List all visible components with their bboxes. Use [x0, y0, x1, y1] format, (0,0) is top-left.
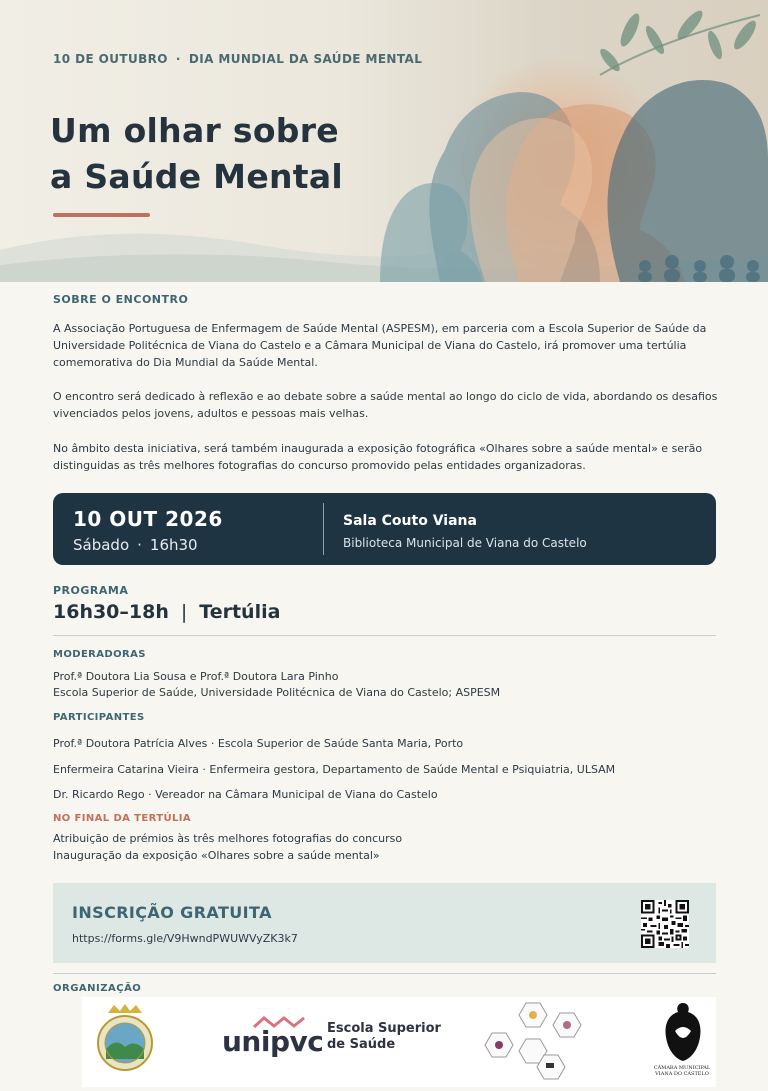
moderators-names: Prof.ª Doutora Lia Sousa e Prof.ª Doutora Lara Pinho — [53, 670, 339, 683]
program-time: 16h30–18h — [53, 601, 169, 623]
camara-municipal-label — [650, 1065, 714, 1077]
moderators-affiliation: Escola Superior de Saúde, Universidade Politécnica de Viana do Castelo; ASPESM — [53, 686, 501, 699]
event-day-time — [73, 536, 198, 554]
about-heading: SOBRE O ENCONTRO — [53, 293, 189, 306]
cm-line-2: VIANA DO CASTELO — [655, 1071, 709, 1077]
event-time: 16h30 — [149, 536, 198, 554]
event-weekday: Sábado — [73, 536, 130, 554]
partner-logos-hexagons — [482, 999, 587, 1081]
participants-heading: PARTICIPANTES — [53, 712, 145, 723]
closing-heading: NO FINAL DA TERTÚLIA — [53, 813, 192, 824]
hero-banner — [0, 0, 768, 282]
header-date: 10 DE OUTUBRO — [53, 52, 168, 66]
program-session — [53, 601, 280, 623]
title-line-1: Um olhar sobre — [50, 111, 339, 150]
closing-item: Atribuição de prémios às três melhores fotografias do concurso — [53, 832, 403, 845]
about-paragraph-3: No âmbito desta iniciativa, será também inaugurada a exposição fotográfica «Olhares sobre a saúde mental» e serão distinguidas as três melhores fotografias do concurso promovido pelas entidades organizadoras. — [53, 442, 703, 472]
participant-item: Enfermeira Catarina Vieira · Enfermeira gestora, Departamento de Saúde Mental e Psiquiatria, ULSAM — [53, 763, 616, 776]
header-event-name: DIA MUNDIAL DA SAÚDE MENTAL — [188, 52, 423, 66]
camara-municipal-logo — [662, 1001, 704, 1063]
header-date-line — [53, 52, 422, 66]
cm-line-1: CÂMARA MUNICIPAL — [653, 1065, 711, 1071]
organization-heading: ORGANIZAÇÃO — [53, 983, 142, 994]
registration-title: INSCRIÇÃO GRATUITA — [72, 903, 272, 922]
qr-code-icon[interactable] — [641, 900, 689, 948]
school-name-line-1: Escola Superior — [327, 1021, 441, 1036]
title-underline — [53, 213, 150, 217]
divider — [53, 635, 716, 636]
school-name-line-2: de Saúde — [327, 1037, 396, 1052]
program-separator: | — [180, 601, 188, 623]
about-paragraph-2: O encontro será dedicado à reflexão e ao debate sobre a saúde mental ao longo do ciclo de vida, abordando os desafios vivenciados pelos jovens, adultos e pessoas mais velhas. — [53, 390, 718, 420]
participant-item: Prof.ª Doutora Patrícia Alves · Escola Superior de Saúde Santa Maria, Porto — [53, 737, 464, 750]
event-venue-detail: Biblioteca Municipal de Viana do Castelo — [343, 536, 587, 550]
event-venue: Sala Couto Viana — [343, 513, 477, 529]
divider — [53, 973, 716, 974]
aspesm-logo — [94, 1003, 156, 1073]
title-line-2: a Saúde Mental — [50, 157, 344, 196]
event-divider — [323, 503, 324, 555]
unipvc-logo-text: unipvc — [222, 1025, 324, 1058]
registration-box — [53, 883, 716, 963]
organization-logos — [82, 997, 716, 1087]
page-title — [50, 108, 343, 200]
program-title: Tertúlia — [199, 601, 281, 623]
moderators-heading: MODERADORAS — [53, 649, 146, 660]
school-name — [327, 1021, 441, 1053]
about-paragraph-1: A Associação Portuguesa de Enfermagem de Saúde Mental (ASPESM), em parceria com a Escola Superior de Saúde da Universidade Politécnica de Viana do Castelo e a Câmara Municipal de Viana do Castelo, irá promover uma tertúlia comemorativa do Dia Mundial da Saúde Mental. — [53, 322, 707, 369]
header-separator: · — [175, 52, 181, 66]
program-heading: PROGRAMA — [53, 584, 129, 597]
event-info-box — [53, 493, 716, 565]
registration-link[interactable]: https://forms.gle/V9HwndPWUWVyZK3k7 — [72, 932, 298, 945]
closing-item: Inauguração da exposição «Olhares sobre a saúde mental» — [53, 849, 380, 862]
event-separator: · — [137, 536, 142, 554]
event-date: 10 OUT 2026 — [73, 507, 223, 531]
participant-item: Dr. Ricardo Rego · Vereador na Câmara Municipal de Viana do Castelo — [53, 788, 438, 801]
